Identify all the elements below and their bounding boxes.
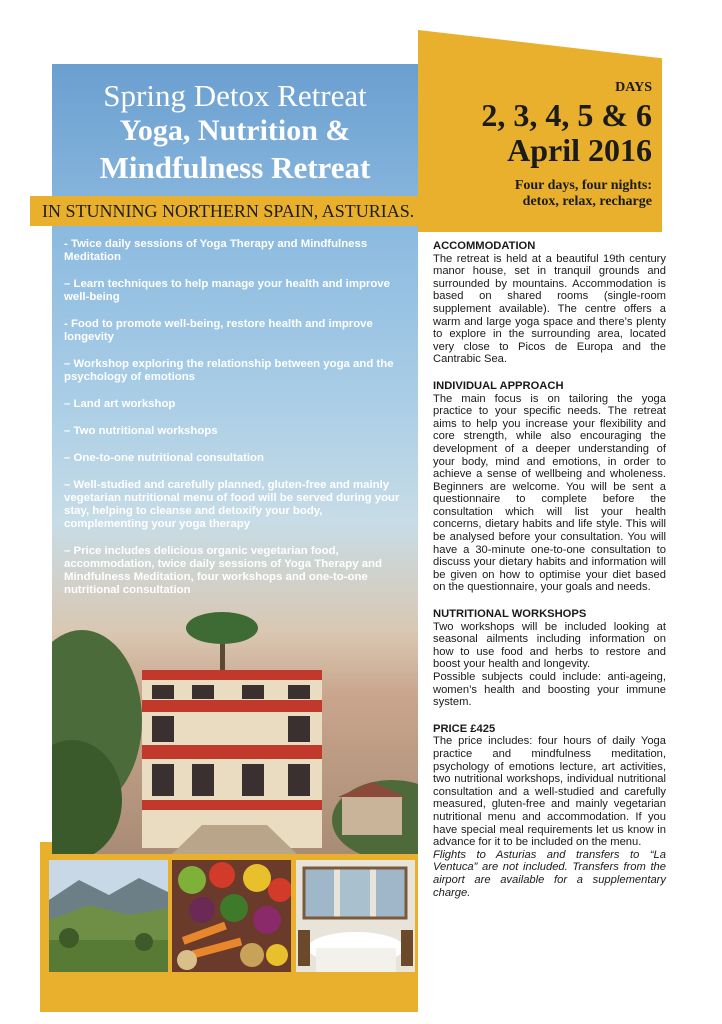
feature-item: - Food to promote well-being, restore health and improve longevity [64,318,373,343]
retreat-title [52,64,418,192]
price-text: The price includes: four hours of daily Yoga practice and mindfulness meditation, psychology of emotions lecture, art activities, two nutritional workshops, individual nutritional consultation and a well-studied and carefully measured, gluten-free and mainly vegetarian nutritional menu and accommodation. If you have special meal requirements let us know in advance for it to be included on the menu. [433,735,666,849]
dates-month: April 2016 [507,132,652,168]
workshops-text: Two workshops will be included looking at seasonal ailments including information on how to use food and herbs to restore and boost your health and longevity. [433,620,666,671]
feature-item: – Land art workshop [64,398,176,410]
accommodation-heading: ACCOMMODATION [433,240,536,252]
feature-item: – Price includes delicious organic vegetarian food, accommodation, twice daily sessions of Yoga Therapy and Mindfulness Meditation, four workshops and one-to-one nutritional consultation [64,545,382,596]
location-banner: IN STUNNING NORTHERN SPAIN, ASTURIAS. [30,196,418,226]
workshops-heading: NUTRITIONAL WORKSHOPS [433,608,587,621]
dates-days: 2, 3, 4, 5 & 6 [481,97,652,133]
approach-heading: INDIVIDUAL APPROACH [433,379,564,392]
title-line-1: Spring Detox Retreat [103,78,367,113]
title-line-2: Yoga, Nutrition & [119,114,351,147]
workshops-subjects-text: Possible subjects could include: anti-ageing, women’s health and boosting your immune system. [433,671,666,709]
tagline-line-1: Four days, four nights: [514,178,652,193]
feature-item: – Two nutritional workshops [64,425,218,437]
feature-item: - Twice daily sessions of Yoga Therapy and Mindfulness Meditation [64,238,368,263]
feature-item: – Workshop exploring the relationship between yoga and the psychology of emotions [64,358,394,383]
price-heading: PRICE £425 [433,722,496,735]
approach-text: The main focus is on tailoring the yoga practice to your specific needs. The retreat aims to help you increase your flexibility and core strength, while also encouraging the development of a deeper understanding of your body, mind and emotions, in order to achieve a sense of wellbeing and wholeness. Beginners are welcome. You will be sent a questionnaire to complete before the consultation which will list your health concerns, dietary habits and life style. This will be analysed before your consultation. You will have a 30-minute one-to-one consultation to discuss your dietary habits and information will be given on how to optimise your diet based on the questionnaire, your goals and needs. [433,392,666,594]
tagline-line-2: detox, relax, recharge [522,194,652,209]
landscape-photo [49,860,168,972]
travel-note: Flights to Asturias and transfers to “La Ventuca” are not included. Transfers from the airport are available for a supplementary charge. [433,848,666,899]
vegetables-photo [172,860,291,972]
feature-list [64,238,409,611]
feature-item: – Learn techniques to help manage your health and improve well-being [64,278,390,303]
manor-house-photo [52,600,418,854]
feature-item: – Well-studied and carefully planned, gluten-free and mainly vegetarian nutritional menu of food will be served during your stay, helping to cleanse and detoxify your body, complementing your yoga therapy [64,479,400,530]
feature-item: – One-to-one nutritional consultation [64,452,264,464]
dining-room-photo [296,860,415,972]
accommodation-text: The retreat is held at a beautiful 19th century manor house, set in tranquil grounds and surrounded by mountains. Accommodation is based on shared rooms (single-room supplement available). The centre offers a warm and large yoga space and there’s plenty to explore in the surrounding area, located very close to Picos de Europa and the Cantrabic Sea. [433,252,666,366]
dates-block [430,80,652,210]
title-line-3: Mindfulness Retreat [99,150,371,185]
details-column [433,240,666,899]
days-label: DAYS [615,80,652,95]
